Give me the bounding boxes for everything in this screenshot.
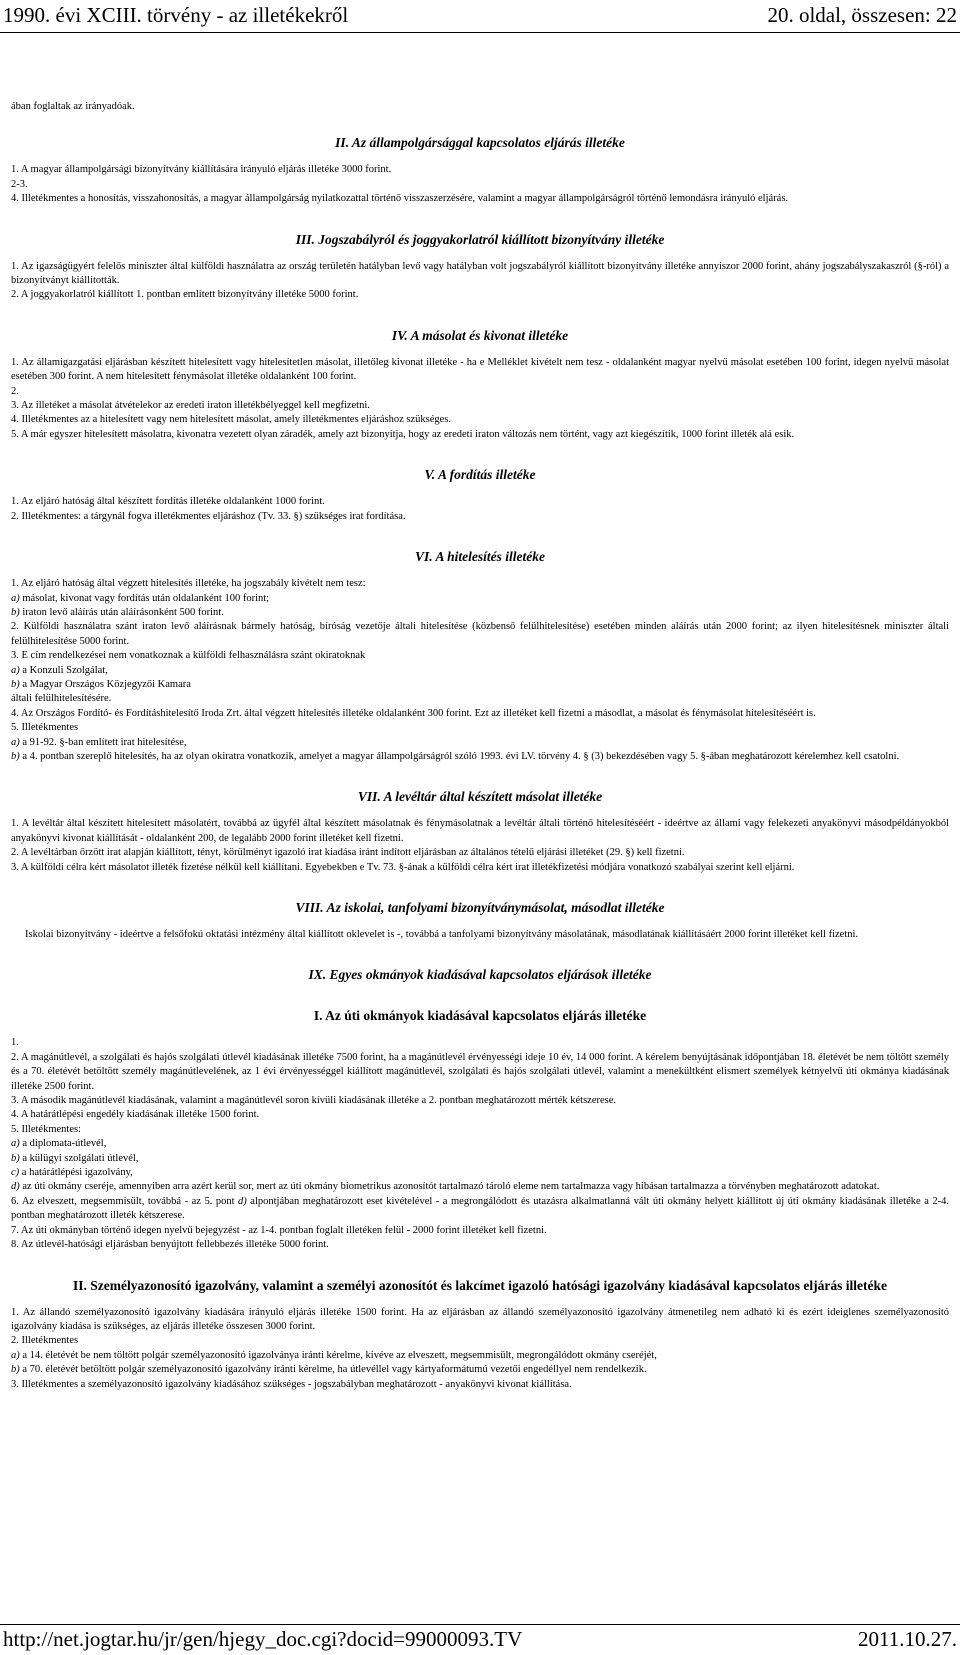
item-text: iraton levő aláírás után aláírásonként 500 forint. xyxy=(19,606,224,618)
item-marker: d) xyxy=(238,1195,247,1207)
item-marker: b) xyxy=(11,678,20,690)
list-item xyxy=(11,736,949,750)
item-text: a Konzuli Szolgálat, xyxy=(19,664,108,676)
list-item xyxy=(11,664,949,678)
print-date: 2011.10.27. xyxy=(858,1627,957,1651)
item-text: a 4. pontban szereplő hitelesítés, ha az olyan okiratra vonatkozik, amelyet a magyar állampolgárságról szóló 1993. évi LV. törvény 4. § (3) bekezdésében vagy 5. §-ában meghatározott kérelemhez kell csatolni. xyxy=(19,750,900,762)
item-text: az úti okmány cseréje, amennyiben arra azért kerül sor, mert az úti okmány biometrikus azonosítót tartalmazó tároló eleme nem tartalmazza vagy hibásan tartalmazza a törvényben meghatározott adatokat. xyxy=(19,1181,880,1193)
item-marker: a) xyxy=(11,1349,20,1361)
paragraph: 4. A határátlépési engedély kiadásának illetéke 1500 forint. xyxy=(11,1109,260,1121)
paragraph: 4. Illetékmentes az a hitelesített vagy nem hitelesített másolat, amely illetékmentes eljáráshoz szükséges. xyxy=(11,414,451,426)
item-marker: b) xyxy=(11,1364,20,1376)
section-heading-v: V. A fordítás illetéke xyxy=(424,467,536,483)
section-heading-ix: IX. Egyes okmányok kiadásával kapcsolatos eljárások illetéke xyxy=(308,967,652,983)
list-item xyxy=(11,1349,949,1363)
paragraph: 1. Az eljáró hatóság által végzett hitelesítés illetéke, ha jogszabály kivételt nem tesz: xyxy=(11,578,366,590)
item-text: a 14. életévét be nem töltött polgár személyazonosító igazolványa iránti kérelme, kivéve az elveszett, megsemmisült, megrongálódott okmány cseréjét, xyxy=(19,1349,657,1361)
list-item xyxy=(11,678,949,692)
paragraph: 1. A magyar állampolgársági bizonyítvány kiállítására irányuló eljárás illetéke 3000 forint. xyxy=(11,164,392,176)
paragraph: 5. Illetékmentes xyxy=(11,722,79,734)
document-body xyxy=(11,38,949,1620)
page-counter: 20. oldal, összesen: 22 xyxy=(767,3,957,27)
subsection-heading-travel-documents: I. Az úti okmányok kiadásával kapcsolatos eljárás illetéke xyxy=(313,1008,647,1024)
paragraph: 2. A joggyakorlatról kiállított 1. pontban említett bizonyítvány illetéke 5000 forint. xyxy=(11,289,359,301)
list-item xyxy=(11,1363,949,1377)
item-text: másolat, kivonat vagy fordítás után oldalanként 100 forint; xyxy=(19,592,270,604)
document-title: 1990. évi XCIII. törvény - az illetékekről xyxy=(3,3,349,27)
section-heading-iv: IV. A másolat és kivonat illetéke xyxy=(391,327,569,343)
list-item xyxy=(11,1137,949,1151)
page-footer xyxy=(0,1624,960,1655)
item-marker: a) xyxy=(11,736,20,748)
paragraph: 3. A második magánútlevél kiadásának, valamint a magánútlevél soron kívüli kiadásának illetéke a 2. pontban meghatározott mérték kétszerese. xyxy=(11,1095,617,1107)
paragraph: ában foglaltak az irányadóak. xyxy=(11,101,135,112)
subsection-heading-id-card: II. Személyazonosító igazolvány, valamint a személyi azonosítót és lakcímet igazoló hatósági igazolvány kiadásával kapcsolatos eljárás illetéke xyxy=(72,1277,888,1293)
paragraph: 1. Az állandó személyazonosító igazolvány kiadására irányuló eljárás illetéke 1500 forint. Ha az eljárásban az állandó személyazonosító igazolvány átmenetileg nem adható ki és ezért ideiglenes személyazonosító igazolvány kiadása is szükséges, az eljárás illetéke összesen 3000 forint. xyxy=(11,1306,949,1332)
paragraph: 3. Illetékmentes a személyazonosító igazolvány kiadásához szükséges - jogszabályban meghatározott - anyakönyvi kivonat kiállítása. xyxy=(11,1378,572,1390)
paragraph: 2-3. xyxy=(11,178,28,190)
paragraph: 3. A külföldi célra kért másolatot illeték fizetése nélkül kell kiállítani. Egyebekben e Tv. 73. §-ának a külföldi célra kért irat illetékfizetési módjára vonatkozó szabályai szerint kell eljárni. xyxy=(11,861,795,873)
list-item xyxy=(11,1152,949,1166)
item-marker: b) xyxy=(11,606,20,618)
item-text: a 91-92. §-ban említett irat hitelesítése, xyxy=(19,736,187,748)
page-header xyxy=(0,0,960,33)
paragraph: 4. Illetékmentes a honosítás, visszahonosítás, a magyar állampolgárság nyilatkozattal történő visszaszerzésére, valamint a magyar állampolgárságról történő lemondásra irányuló eljárás. xyxy=(11,193,789,205)
item-text: a határátlépési igazolvány, xyxy=(19,1167,133,1179)
paragraph: 5. Illetékmentes: xyxy=(11,1123,81,1135)
paragraph-text: alpontjában meghatározott eset kivételével - a megrongálódott és utazásra alkalmatlanná vált úti okmány helyett kiállított új úti okmány kiadásának illetéke a 2-4. pontban meghatározott illeték kétszerese. xyxy=(11,1195,949,1222)
paragraph: 3. Az illetéket a másolat átvételekor az eredeti iraton illetékbélyeggel kell megfizetni. xyxy=(11,400,370,412)
paragraph-text: 6. Az elveszett, megsemmisült, továbbá - az 5. pont xyxy=(11,1195,239,1207)
item-marker: d) xyxy=(11,1181,20,1193)
paragraph: 3. E cím rendelkezései nem vonatkoznak a külföldi felhasználásra szánt okiratoknak xyxy=(11,650,366,662)
paragraph: Iskolai bizonyítvány - ideértve a felsőfokú oktatási intézmény által kiállított oklevelet is -, továbbá a tanfolyami bizonyítvány másolatának, másodlatának kiállításáért 2000 forint illetéket kell fizetni. xyxy=(25,929,859,940)
item-marker: b) xyxy=(11,1152,20,1164)
item-text: a diplomata-útlevél, xyxy=(19,1138,107,1150)
item-text: a 70. életévét betöltött polgár személyazonosító igazolvány iránti kérelme, ha útlevéllel vagy kártyaformátumú vezetői engedéllyel nem rendelkezik. xyxy=(19,1364,647,1376)
paragraph: 1. A levéltár által készített hitelesített másolatért, továbbá az ügyfél által készített másolatnak és fénymásolatnak a levéltár általi történő hitelesítéséért - ideértve az állami vagy felekezeti anyakönyvi másodpéldányokból anyakönyvi kivonat kiállítását - oldalanként 200, de legalább 2000 forint illetéket kell fizetni. xyxy=(11,818,949,844)
item-marker: b) xyxy=(11,750,20,762)
item-marker: a) xyxy=(11,592,20,604)
list-item xyxy=(11,592,949,606)
item-marker: a) xyxy=(11,1138,20,1150)
paragraph: 5. A már egyszer hitelesített másolatra, kivonatra vezetett olyan záradék, amely azt bizonyítja, hogy az eredeti iraton változás nem történt, vagy azt kiegészítik, 1000 forint illeték alá esik. xyxy=(11,428,795,440)
section-heading-viii: VIII. Az iskolai, tanfolyami bizonyítványmásolat, másodlat illetéke xyxy=(295,900,665,915)
paragraph: 1. Az igazságügyért felelős miniszter által külföldi használatra az ország területén hatályban levő vagy hatályban volt jogszabályról kiállított bizonyítvány illetéke annyiszor 2000 forint, ahány jogszabályszakaszról (§-ról) a bizonyítványt kiállították. xyxy=(11,260,949,287)
paragraph: 2. xyxy=(11,385,19,397)
paragraph: 2. A levéltárban őrzött irat alapján kiállított, tényt, körülményt igazoló irat kiadása iránt indított eljárásban az általános tételű eljárási illetéket (29. §) kell fizetni. xyxy=(11,847,685,859)
paragraph: 8. Az útlevél-hatósági eljárásban benyújtott fellebbezés illetéke 5000 forint. xyxy=(11,1239,329,1251)
paragraph: 2. Illetékmentes: a tárgynál fogva illetékmentes eljáráshoz (Tv. 33. §) szükséges irat fordítása. xyxy=(11,510,406,522)
section-heading-vii: VII. A levéltár által készített másolat illetéke xyxy=(357,789,603,805)
item-text: a Magyar Országos Közjegyzői Kamara xyxy=(19,678,191,690)
paragraph: általi felülhitelesítésére. xyxy=(11,693,112,705)
item-marker: a) xyxy=(11,664,20,676)
list-item xyxy=(11,1180,949,1194)
paragraph: 1. Az államigazgatási eljárásban készített hitelesített vagy hitelesítetlen másolat, illetőleg kivonat illetéke - ha e Melléklet kivételt nem tesz - oldalanként magyar nyelvű másolat esetében 100 forint, idegen nyelvű másolat esetében 300 forint. A nem hitelesített fénymásolat illetéke oldalanként 100 forint. xyxy=(11,356,949,383)
list-item xyxy=(11,750,949,764)
item-text: a külügyi szolgálati útlevél, xyxy=(19,1152,139,1164)
paragraph: 1. xyxy=(11,1037,19,1049)
paragraph: 2. Külföldi használatra szánt iraton levő aláírásnak bármely hatóság, bíróság vezetője általi hitelesítése (közbenső felülhitelesítése) esetében minden aláírás után 2000 forint; az ilyen hitelesítésnek miniszter általi felülhitelesítése 5000 forint. xyxy=(11,621,949,647)
section-heading-iii: III. Jogszabályról és joggyakorlatról kiállított bizonyítvány illetéke xyxy=(295,231,665,247)
section-heading-vi: VI. A hitelesítés illetéke xyxy=(415,549,545,565)
list-item xyxy=(11,1166,949,1180)
paragraph: 1. Az eljáró hatóság által készített fordítás illetéke oldalanként 1000 forint. xyxy=(11,496,325,508)
source-url: http://net.jogtar.hu/jr/gen/hjegy_doc.cgi?docid=99000093.TV xyxy=(3,1627,523,1651)
paragraph: 2. Illetékmentes xyxy=(11,1335,79,1347)
paragraph xyxy=(11,1195,949,1224)
item-marker: c) xyxy=(11,1167,20,1179)
paragraph: 2. A magánútlevél, a szolgálati és hajós szolgálati útlevél kiadásának illetéke 7500 forint, ha a magánútlevél érvényességi ideje 10 év, 14 000 forint. A kérelem benyújtásának időpontjában 18. életévét be nem töltött személy és a 70. életévét betöltött személy magánútlevelének, az 1 évi érvényességgel kiállított magánútlevél, szolgálati és hajós szolgálati útlevél, valamint a menekültként elismert személyek kétnyelvű úti okmánya kiadásának illetéke 2500 forint. xyxy=(11,1051,949,1092)
paragraph: 7. Az úti okmányban történő idegen nyelvű bejegyzést - az 1-4. pontban foglalt illetéken felül - 2000 forint illetéket kell fizetni. xyxy=(11,1224,547,1236)
list-item xyxy=(11,606,949,620)
paragraph: 4. Az Országos Fordító- és Fordításhitelesítő Iroda Zrt. által végzett hitelesítés illetéke oldalanként 300 forint. Ezt az illetéket kell fizetni a másodlat, a másolat és fénymásolat hitelesítéséért is. xyxy=(11,707,816,719)
section-heading-ii: II. Az állampolgársággal kapcsolatos eljárás illetéke xyxy=(335,135,625,151)
